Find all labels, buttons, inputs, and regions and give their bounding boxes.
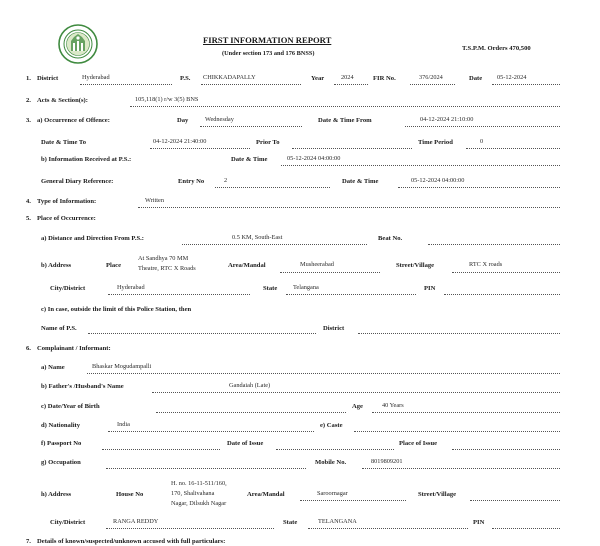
distance-direction-label: a) Distance and Direction From P.S.: bbox=[41, 235, 144, 242]
mobile-value: 8019809201 bbox=[371, 458, 403, 465]
occurrence-label: a) Occurrence of Offence: bbox=[37, 117, 110, 124]
passport-label: f) Passport No bbox=[41, 440, 82, 447]
date-time-from-value: 04-12-2024 21:10:00 bbox=[420, 116, 474, 123]
dotted-line bbox=[280, 272, 380, 273]
entry-no-label: Entry No bbox=[178, 178, 205, 185]
day-label: Day bbox=[177, 117, 189, 124]
row-number: 2. bbox=[26, 97, 31, 104]
nationality-value: India bbox=[117, 421, 130, 428]
city-district-label: City/District bbox=[50, 285, 86, 292]
dotted-line bbox=[152, 392, 560, 393]
distance-direction-value: 0.5 KM, South-East bbox=[232, 234, 283, 241]
street-village-label: Street/Village bbox=[396, 262, 435, 269]
dotted-line bbox=[300, 500, 406, 501]
dotted-line bbox=[200, 126, 302, 127]
father-name-label: b) Father's /Husband's Name bbox=[41, 383, 124, 390]
recv-date-time-value: 05-12-2024 04:00:00 bbox=[287, 155, 341, 162]
report-title: FIRST INFORMATION REPORT bbox=[203, 35, 332, 45]
area-mandal-label: Area/Mandal bbox=[228, 262, 266, 269]
ps-value: CHIKKADAPALLY bbox=[203, 74, 256, 81]
year-label: Year bbox=[311, 75, 325, 82]
info-type-value: Written bbox=[145, 197, 164, 204]
ps-label: P.S. bbox=[180, 75, 191, 82]
gd-date-time-label: Date & Time bbox=[342, 178, 379, 185]
dotted-line bbox=[87, 373, 560, 374]
complainant-pin-label: PIN bbox=[473, 519, 485, 526]
date-label: Date bbox=[469, 75, 483, 82]
dotted-line bbox=[276, 449, 394, 450]
date-time-to-value: 04-12-2024 21:40:00 bbox=[153, 138, 207, 145]
year-value: 2024 bbox=[341, 74, 354, 81]
pin-label: PIN bbox=[424, 285, 436, 292]
father-name-value: Gandaiah (Late) bbox=[229, 382, 271, 389]
dotted-line bbox=[201, 84, 301, 85]
area-mandal-value: Musheerabad bbox=[300, 261, 334, 268]
place-value-line1: At Sandhya 70 MM bbox=[138, 255, 189, 262]
place-value-line2: Theatre, RTC X Roads bbox=[138, 265, 196, 272]
dotted-line bbox=[182, 244, 367, 245]
complainant-street-label: Street/Village bbox=[418, 491, 457, 498]
beat-no-label: Beat No. bbox=[378, 235, 403, 242]
dotted-line bbox=[444, 294, 560, 295]
dotted-line bbox=[286, 294, 416, 295]
fir-value: 376/2024 bbox=[419, 74, 443, 81]
complainant-area-value: Saroornagar bbox=[317, 490, 348, 497]
caste-label: e) Caste bbox=[320, 422, 343, 429]
dotted-line bbox=[470, 500, 560, 501]
acts-value: 105,118(1) r/w 3(5) BNS bbox=[135, 96, 199, 103]
date-value: 05-12-2024 bbox=[497, 74, 527, 81]
dotted-line bbox=[492, 528, 560, 529]
complainant-label: Complainant / Informant: bbox=[37, 345, 111, 352]
row-number: 4. bbox=[26, 198, 31, 205]
time-period-label: Time Period bbox=[418, 139, 453, 146]
complainant-area-label: Area/Mandal bbox=[247, 491, 285, 498]
dotted-line bbox=[492, 84, 560, 85]
dotted-line bbox=[308, 528, 468, 529]
age-value: 40 Years bbox=[382, 402, 404, 409]
state-label: State bbox=[263, 285, 278, 292]
dotted-line bbox=[150, 148, 250, 149]
name-of-ps-label: Name of P.S. bbox=[41, 325, 77, 332]
complainant-city-value: RANGA REDDY bbox=[113, 518, 159, 525]
day-value: Wednesday bbox=[205, 116, 234, 123]
dotted-line bbox=[362, 468, 560, 469]
entry-no-value: 2 bbox=[224, 177, 228, 184]
dotted-line bbox=[215, 187, 330, 188]
row-number: 1. bbox=[26, 75, 31, 82]
info-type-label: Type of Information: bbox=[37, 198, 97, 205]
house-no-label: House No bbox=[116, 491, 144, 498]
outside-district-label: District bbox=[323, 325, 345, 332]
dotted-line bbox=[334, 84, 368, 85]
dotted-line bbox=[354, 431, 560, 432]
date-time-to-label: Date & Time To bbox=[41, 139, 86, 146]
state-value: Telangana bbox=[293, 284, 319, 291]
complainant-state-value: TELANGANA bbox=[318, 518, 357, 525]
dotted-line bbox=[358, 333, 560, 334]
dotted-line bbox=[410, 84, 455, 85]
age-label: Age bbox=[352, 403, 363, 410]
dotted-line bbox=[292, 148, 412, 149]
acts-label: Acts & Section(s): bbox=[37, 97, 88, 104]
complainant-address-label: h) Address bbox=[41, 491, 72, 498]
complainant-state-label: State bbox=[283, 519, 298, 526]
dotted-line bbox=[130, 106, 560, 107]
dotted-line bbox=[106, 528, 274, 529]
gd-reference-label: General Diary Reference: bbox=[41, 178, 114, 185]
dotted-line bbox=[466, 148, 560, 149]
time-period-value: 0 bbox=[480, 138, 484, 145]
place-of-occurrence-label: Place of Occurrence: bbox=[37, 215, 96, 222]
date-of-issue-label: Date of Issue bbox=[227, 440, 264, 447]
city-district-value: Hyderabad bbox=[117, 284, 145, 291]
row-number: 3. bbox=[26, 117, 31, 124]
dotted-line bbox=[372, 412, 560, 413]
place-of-issue-label: Place of Issue bbox=[399, 440, 438, 447]
report-subtitle: (Under section 173 and 176 BNSS) bbox=[222, 50, 315, 57]
dotted-line bbox=[106, 468, 306, 469]
house-no-line1: H. no. 16-11-511/160, bbox=[171, 480, 227, 487]
mobile-label: Mobile No. bbox=[315, 459, 347, 466]
complainant-city-label: City/District bbox=[50, 519, 86, 526]
place-label: Place bbox=[106, 262, 122, 269]
accused-details-label: Details of known/suspected/unknown accused with full particulars: bbox=[37, 538, 226, 545]
dotted-line bbox=[156, 412, 346, 413]
dotted-line bbox=[452, 449, 560, 450]
dotted-line bbox=[102, 449, 220, 450]
house-no-line2: 170, Shalivahana bbox=[171, 490, 215, 497]
dotted-line bbox=[428, 244, 560, 245]
row-number: 5. bbox=[26, 215, 31, 222]
dotted-line bbox=[108, 431, 314, 432]
name-value: Bhaskar Mogudampalli bbox=[92, 363, 152, 370]
recv-date-time-label: Date & Time bbox=[231, 156, 268, 163]
dotted-line bbox=[281, 165, 560, 166]
row-number: 7. bbox=[26, 538, 31, 545]
district-label: District bbox=[37, 75, 59, 82]
dotted-line bbox=[80, 84, 172, 85]
house-no-line3: Nagar, Dilsukh Nagar bbox=[171, 500, 227, 507]
tspm-orders: T.S.P.M. Orders 470,500 bbox=[462, 45, 531, 52]
dotted-line bbox=[108, 294, 250, 295]
state-emblem-seal bbox=[58, 24, 98, 64]
nationality-label: d) Nationality bbox=[41, 422, 81, 429]
date-time-from-label: Date & Time From bbox=[318, 117, 372, 124]
street-village-value: RTC X roads bbox=[469, 261, 503, 268]
address-label: b) Address bbox=[41, 262, 72, 269]
dob-label: c) Date/Year of Birth bbox=[41, 403, 100, 410]
info-received-label: b) Information Received at P.S.: bbox=[41, 156, 132, 163]
dotted-line bbox=[452, 272, 560, 273]
row-number: 6. bbox=[26, 345, 31, 352]
outside-limit-label: c) In case, outside the limit of this Police Station, then bbox=[41, 306, 192, 313]
prior-to-label: Prior To bbox=[256, 139, 280, 146]
dotted-line bbox=[138, 207, 560, 208]
district-value: Hyderabad bbox=[82, 74, 110, 81]
fir-label: FIR No. bbox=[373, 75, 396, 82]
gd-date-time-value: 05-12-2024 04:00:00 bbox=[411, 177, 465, 184]
dotted-line bbox=[405, 126, 560, 127]
occupation-label: g) Occupation bbox=[41, 459, 81, 466]
dotted-line bbox=[88, 333, 316, 334]
name-label: a) Name bbox=[41, 364, 65, 371]
dotted-line bbox=[398, 187, 560, 188]
